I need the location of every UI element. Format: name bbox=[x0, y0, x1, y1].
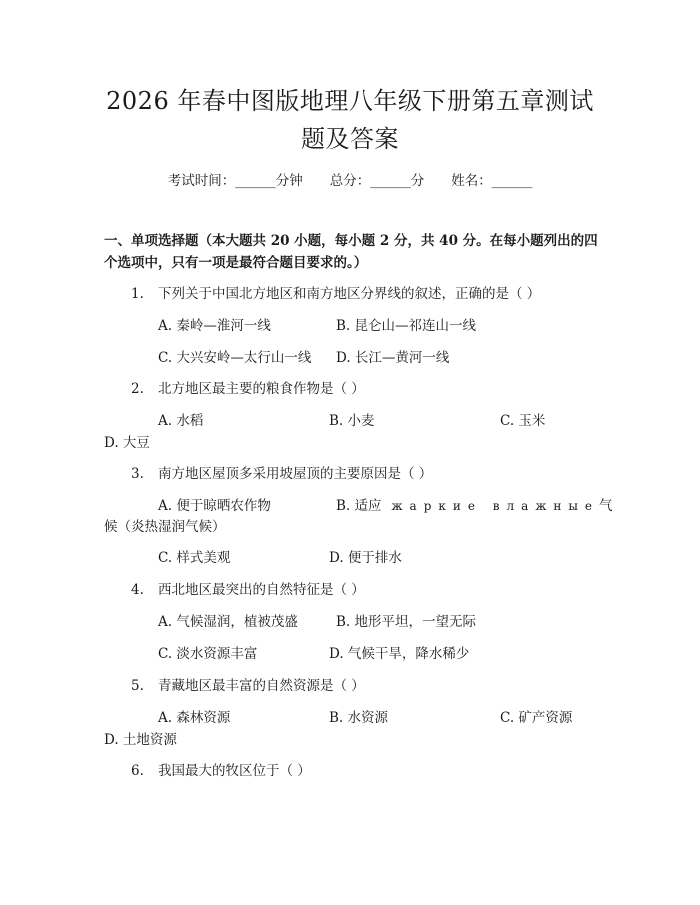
option-3c: C. 样式美观 bbox=[158, 550, 231, 566]
question-5 bbox=[131, 674, 365, 694]
option-3b-foreign-text: жаркие влажные bbox=[391, 499, 600, 513]
option-1b: B. 昆仑山—祁连山一线 bbox=[336, 318, 477, 334]
option-2a: A. 水稻 bbox=[158, 413, 204, 429]
question-text: 下列关于中国北方地区和南方地区分界线的叙述，正确的是（ ） bbox=[158, 286, 541, 302]
option-1c: C. 大兴安岭—太行山一线 bbox=[158, 350, 312, 366]
question-text: 我国最大的牧区位于（ ） bbox=[158, 763, 311, 779]
question-1 bbox=[131, 282, 540, 302]
option-5a: A. 森林资源 bbox=[158, 710, 231, 726]
option-4a: A. 气候湿润，植被茂盛 bbox=[158, 614, 298, 630]
title-line-2: 题及答案 bbox=[301, 125, 399, 153]
question-number: 4. bbox=[131, 582, 144, 598]
option-4c: C. 淡水资源丰富 bbox=[158, 646, 258, 662]
option-1a: A. 秦岭—淮河一线 bbox=[158, 318, 271, 334]
option-2b: B. 小麦 bbox=[329, 413, 375, 429]
option-3d: D. 便于排水 bbox=[329, 550, 402, 566]
option-3b-label: B. 适应 bbox=[336, 498, 382, 514]
question-text: 西北地区最突出的自然特征是（ ） bbox=[158, 582, 365, 598]
title-line-1: 2026 年春中图版地理八年级下册第五章测试 bbox=[106, 87, 594, 115]
question-4 bbox=[131, 578, 365, 598]
question-number: 5. bbox=[131, 678, 144, 694]
question-number: 3. bbox=[131, 466, 144, 482]
option-1d: D. 长江—黄河一线 bbox=[336, 350, 450, 366]
option-3a: A. 便于晾晒农作物 bbox=[158, 498, 271, 514]
option-5b: B. 水资源 bbox=[329, 710, 389, 726]
question-text: 南方地区屋顶多采用坡屋顶的主要原因是（ ） bbox=[158, 466, 433, 482]
exam-meta: 考试时间：______分钟 总分：______分 姓名：______ bbox=[167, 173, 533, 189]
question-number: 2. bbox=[131, 381, 144, 397]
option-2c: C. 玉米 bbox=[500, 413, 546, 429]
question-3 bbox=[131, 462, 432, 482]
question-text: 北方地区最主要的粮食作物是（ ） bbox=[158, 381, 365, 397]
option-2d: D. 大豆 bbox=[104, 435, 150, 451]
option-3b-continued: 候（炎热湿润气候） bbox=[104, 519, 226, 535]
question-6 bbox=[131, 759, 311, 779]
option-5d: D. 土地资源 bbox=[104, 732, 177, 748]
question-number: 6. bbox=[131, 763, 144, 779]
question-number: 1. bbox=[131, 286, 144, 302]
document-title bbox=[60, 82, 640, 158]
question-2 bbox=[131, 377, 365, 397]
question-text: 青藏地区最丰富的自然资源是（ ） bbox=[158, 678, 365, 694]
option-3b bbox=[336, 494, 613, 514]
option-3b-tail: 气 bbox=[599, 498, 613, 514]
option-4d: D. 气候干旱，降水稀少 bbox=[329, 646, 470, 662]
section-heading: 一、单项选择题（本大题共 20 小题，每小题 2 分，共 40 分。在每小题列出的四个选项中，只有一项是最符合题目要求的。） bbox=[104, 233, 598, 271]
option-4b: B. 地形平坦，一望无际 bbox=[336, 614, 477, 630]
option-5c: C. 矿产资源 bbox=[500, 710, 573, 726]
